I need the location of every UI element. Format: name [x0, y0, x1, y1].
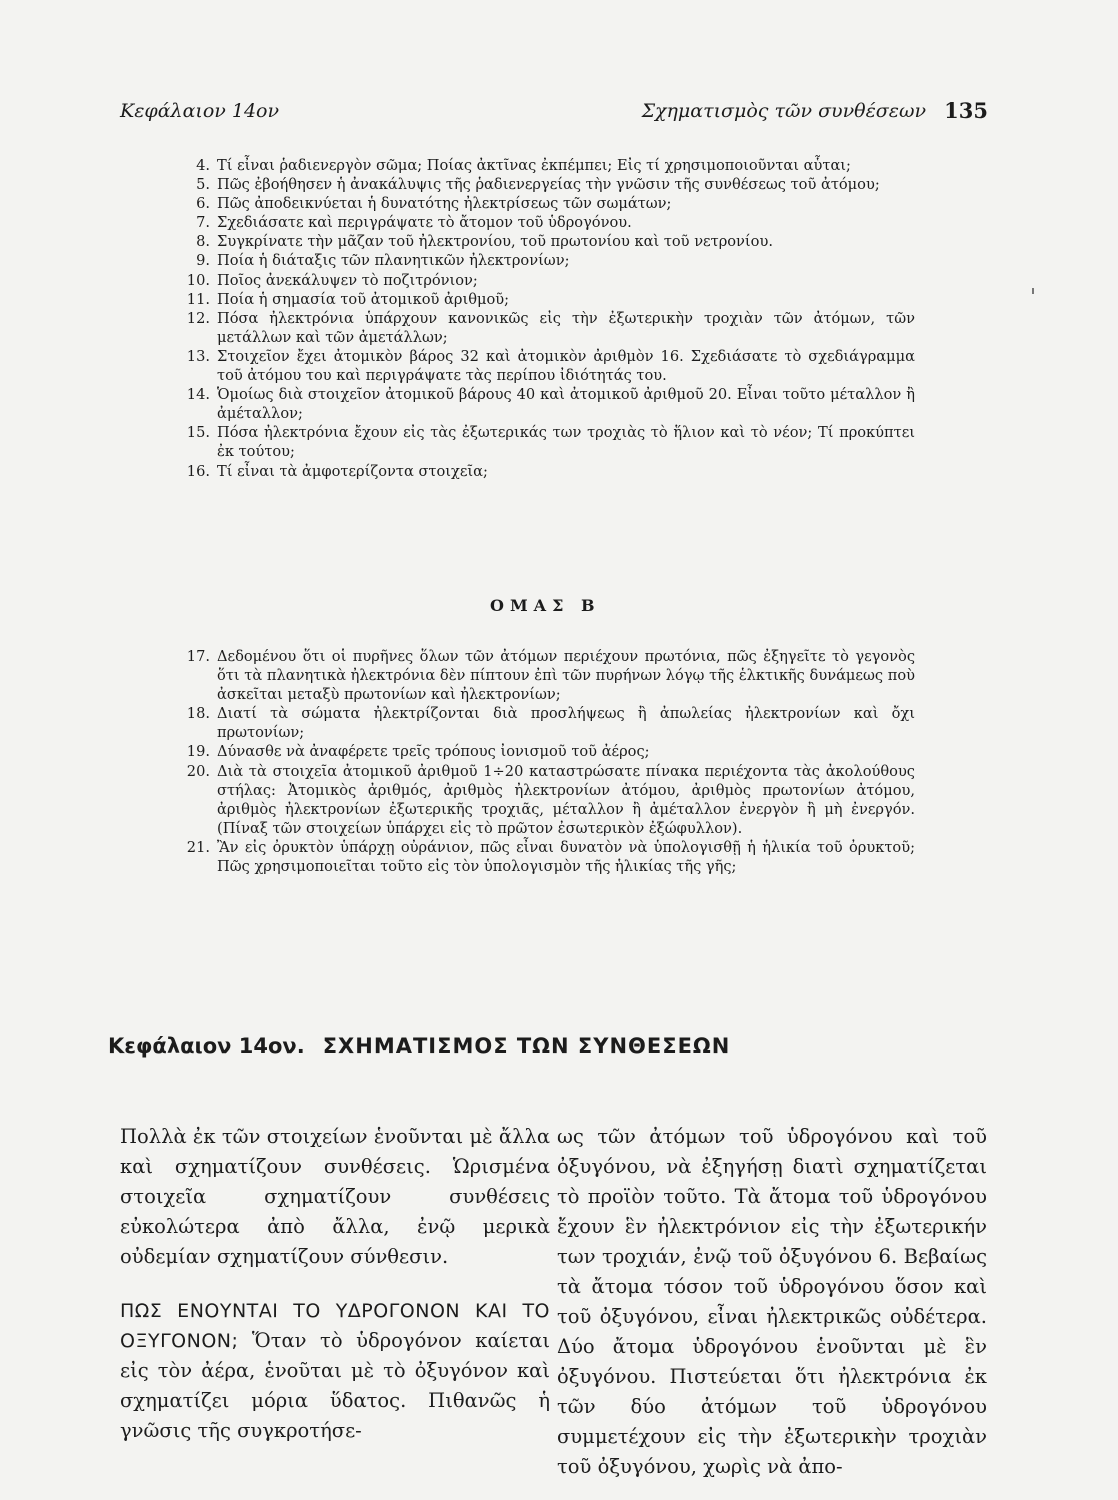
question-item: [185, 838, 915, 876]
text-column-right: [557, 1122, 987, 1482]
group-heading: ΟΜΑΣ Β: [490, 596, 601, 615]
question-number: 19.: [186, 743, 210, 761]
question-item: [185, 742, 915, 761]
question-item: [185, 251, 915, 270]
intro-paragraph: Πολλὰ ἐκ τῶν στοιχείων ἑνοῦνται μὲ ἄλλα καὶ σχηματίζουν συνθέσεις. Ὡρισμένα στοιχεῖα σχηματίζουν συνθέσεις εὐκολώτερα ἀπὸ ἄλλα, ἐνῷ μερικὰ οὐδεμίαν σχηματίζουν σύνθεσιν.: [120, 1125, 550, 1268]
chapter-label: Κεφάλαιον 14ον.: [108, 1034, 305, 1058]
question-text: Τί εἶναι τὰ ἀμφοτερίζοντα στοιχεῖα;: [217, 462, 488, 480]
question-item: [185, 290, 915, 309]
question-item: [185, 213, 915, 232]
question-text: Συγκρίνατε τὴν μᾶζαν τοῦ ἠλεκτρονίου, τοῦ πρωτονίου καὶ τοῦ νετρονίου.: [217, 233, 773, 251]
question-item: [185, 156, 915, 175]
question-number: 21.: [186, 838, 210, 856]
question-text: Δύνασθε νὰ ἀναφέρετε τρεῖς τρόπους ἰονισμοῦ τοῦ ἀέρος;: [217, 743, 650, 761]
question-number: 10.: [186, 271, 210, 289]
section-text: Ὅταν τὸ ὑδρογόνον καίεται εἰς τὸν ἀέρα, ἑνοῦται μὲ τὸ ὀξυγόνον καὶ σχηματίζει μόρια ὕδατος. Πιθανῶς ἡ γνῶσις τῆς συγκροτήσε-: [120, 1329, 550, 1442]
question-item: [185, 762, 915, 838]
section-heading: ΠΩΣ ΕΝΟΥΝΤΑΙ ΤΟ ΥΔΡΟΓΟΝΟΝ ΚΑΙ ΤΟ ΟΞΥΓΟΝΟΝ;: [120, 1300, 550, 1352]
question-item: [185, 309, 915, 347]
question-number: 4.: [196, 157, 210, 174]
question-number: 15.: [186, 424, 210, 442]
question-text: Πόσα ἠλεκτρόνια ἔχουν εἰς τὰς ἐξωτερικάς των τροχιὰς τὸ ἥλιον καὶ τὸ νέον; Τί προκύπτει ἐκ τούτου;: [217, 424, 915, 461]
question-item: [185, 423, 915, 461]
question-text: Ὁμοίως διὰ στοιχεῖον ἀτομικοῦ βάρους 40 καὶ ἀτομικοῦ ἀριθμοῦ 20. Εἶναι τοῦτο μέταλλον ἢ ἀμέταλλον;: [217, 386, 915, 423]
question-number: 18.: [186, 705, 210, 723]
question-text: Πῶς ἐβοήθησεν ἡ ἀνακάλυψις τῆς ῥαδιενεργείας τὴν γνῶσιν τῆς συνθέσεως τοῦ ἀτόμου;: [217, 176, 880, 194]
question-item: [185, 462, 915, 481]
question-list-group-a: [185, 156, 915, 481]
question-text: Ποία ἡ διάταξις τῶν πλανητικῶν ἠλεκτρονίων;: [217, 252, 570, 270]
question-item: [185, 271, 915, 290]
question-text: Διὰ τὰ στοιχεῖα ἀτομικοῦ ἀριθμοῦ 1÷20 καταστρώσατε πίνακα περιέχοντα τὰς ἀκολούθους στήλας: Ἀτομικὸς ἀριθμός, ἀριθμὸς ἠλεκτρονίων ἀτόμου, ἀριθμὸς πρωτονίων ἀτόμου, ἀριθμὸς ἠλεκτρονίων ἐξωτερικῆς τροχιᾶς, μέταλλον ἢ ἀμέταλλον ἐνεργὸν ἢ μὴ ἐνεργόν. (Πίναξ τῶν στοιχείων ὑπάρχει εἰς τὸ πρῶτον ἐσωτερικὸν ἐξώφυλλον).: [217, 762, 915, 837]
continuation-paragraph: ως τῶν ἀτόμων τοῦ ὑδρογόνου καὶ τοῦ ὀξυγόνου, νὰ ἐξηγήσῃ διατὶ σχηματίζεται τὸ προϊὸν τοῦτο. Τὰ ἄτομα τοῦ ὑδρογόνου ἔχουν ἓν ἠλεκτρόνιον εἰς τὴν ἐξωτερικήν των τροχιάν, ἐνῷ τοῦ ὀξυγόνου 6. Βεβαίως τὰ ἄτομα τόσον τοῦ ὑδρογόνου ὅσον καὶ τοῦ ὀξυγόνου, εἶναι ἠλεκτρικῶς οὐδέτερα. Δύο ἄτομα ὑδρογόνου ἑνοῦνται μὲ ἓν ὀξυγόνου. Πιστεύεται ὅτι ἠλεκτρόνια ἐκ τῶν δύο ἀτόμων τοῦ ὑδρογόνου συμμετέχουν εἰς τὴν ἐξωτερικὴν τροχιὰν τοῦ ὀξυγόνου, χωρὶς νὰ ἀπο-: [557, 1125, 987, 1478]
header-section-title: Σχηματισμὸς τῶν συνθέσεων: [641, 100, 926, 122]
question-number: 20.: [186, 762, 210, 780]
question-item: [185, 347, 915, 385]
question-number: 6.: [196, 195, 210, 213]
chapter-main-title: ΣΧΗΜΑΤΙΣΜΟΣ ΤΩΝ ΣΥΝΘΕΣΕΩΝ: [322, 1034, 731, 1058]
question-text: Διατί τὰ σώματα ἠλεκτρίζονται διὰ προσλήψεως ἢ ἀπωλείας ἠλεκτρονίων καὶ ὄχι πρωτονίων;: [217, 705, 915, 742]
question-text: Ἂν εἰς ὀρυκτὸν ὑπάρχῃ οὐράνιον, πῶς εἶναι δυνατὸν νὰ ὑπολογισθῇ ἡ ἡλικία τοῦ ὀρυκτοῦ; Πῶς χρησιμοποιεῖται τοῦτο εἰς τὸν ὑπολογισμὸν τῆς ἡλικίας τῆς γῆς;: [217, 838, 915, 876]
chapter-title: [108, 1034, 730, 1058]
question-list-group-b: [185, 647, 915, 876]
question-number: 11.: [186, 290, 210, 308]
question-text: Ποία ἡ σημασία τοῦ ἀτομικοῦ ἀριθμοῦ;: [217, 290, 510, 308]
question-text: Στοιχεῖον ἔχει ἀτομικὸν βάρος 32 καὶ ἀτομικὸν ἀριθμὸν 16. Σχεδιάσατε τὸ σχεδιάγραμμα τοῦ ἀτόμου του καὶ περιγράψατε τὰς περίπου ἰδιότητάς του.: [217, 347, 915, 385]
text-column-left: [120, 1122, 550, 1446]
question-text: Ποῖος ἀνεκάλυψεν τὸ ποζιτρόνιον;: [217, 271, 478, 289]
question-item: [185, 194, 915, 213]
question-text: Δεδομένου ὅτι οἱ πυρῆνες ὅλων τῶν ἀτόμων περιέχουν πρωτόνια, πῶς ἐξηγεῖτε τὸ γεγονὸς ὅτι τὰ πλανητικὰ ἠλεκτρόνια δὲν πίπτουν ἐπὶ τῶν πυρήνων λόγῳ τῆς ἑλκτικῆς δυνάμεως ποὺ ἀσκεῖται μεταξὺ πρωτονίων καὶ ἠλεκτρονίων;: [217, 648, 915, 704]
question-text: Πῶς ἀποδεικνύεται ἡ δυνατότης ἠλεκτρίσεως τῶν σωμάτων;: [217, 195, 672, 213]
question-text: Σχεδιάσατε καὶ περιγράψατε τὸ ἄτομον τοῦ ὑδρογόνου.: [217, 214, 632, 232]
question-number: 14.: [186, 386, 210, 404]
question-item: [185, 647, 915, 704]
question-item: [185, 704, 915, 742]
question-item: [185, 232, 915, 251]
question-text: Πόσα ἠλεκτρόνια ὑπάρχουν κανονικῶς εἰς τὴν ἐξωτερικὴν τροχιὰν τῶν ἀτόμων, τῶν μετάλλων καὶ τῶν ἀμετάλλων;: [217, 309, 915, 346]
running-header: [120, 100, 988, 130]
question-number: 13.: [186, 347, 210, 365]
header-chapter: Κεφάλαιον 14ον: [120, 100, 280, 122]
margin-mark: [1032, 288, 1034, 294]
question-number: 9.: [196, 252, 210, 270]
question-item: [185, 175, 915, 194]
question-number: 7.: [196, 214, 210, 232]
question-item: [185, 385, 915, 423]
question-text: Τί εἶναι ῥαδιενεργὸν σῶμα; Ποίας ἀκτῖνας ἐκπέμπει; Εἰς τί χρησιμοποιοῦνται αὗται;: [217, 157, 851, 174]
question-number: 17.: [186, 648, 210, 665]
question-number: 12.: [186, 309, 210, 327]
page-number: 135: [944, 98, 988, 123]
question-number: 8.: [196, 233, 210, 251]
question-number: 5.: [196, 176, 210, 194]
section-paragraph: [120, 1296, 550, 1446]
question-number: 16.: [186, 462, 210, 480]
